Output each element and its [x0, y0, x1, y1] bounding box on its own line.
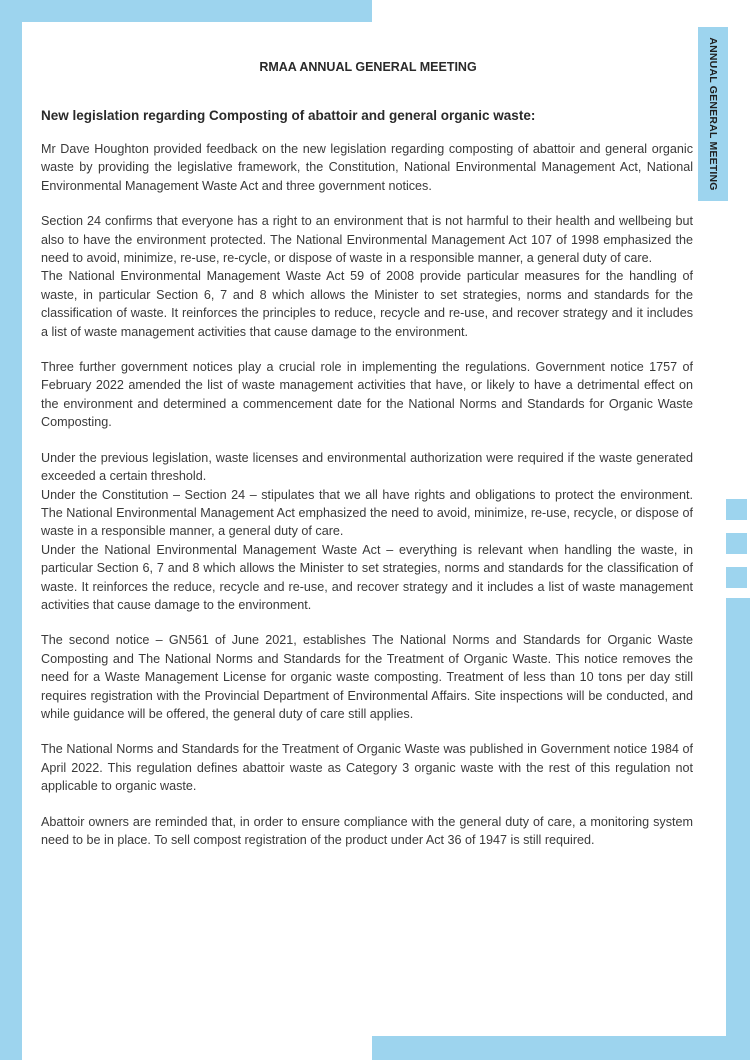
decorative-square — [726, 499, 747, 520]
paragraph: Mr Dave Houghton provided feedback on the new legislation regarding composting of abattoir and general organic waste by providing the legislative framework, the Constitution, National Environmental Management Act, National Environmental Management Waste Act and three government notices. — [41, 142, 693, 193]
paragraph: Under the previous legislation, waste licenses and environmental authorization were required if the waste generated exceeded a certain threshold. — [41, 450, 693, 484]
paragraph: The National Environmental Management Waste Act 59 of 2008 provide particular measures for the handling of waste, in particular Section 6, 7 and 8 which allows the Minister to set strategies, norms and standards for the classification of waste. It reinforces the principles to reduce, recycle and re-use, and recover strategy and it includes a list of waste management activities that cause damage to the environment. — [41, 269, 693, 339]
frame-bottom-bar — [372, 1036, 750, 1060]
side-tab-label: ANNUAL GENERAL MEETING — [707, 37, 719, 191]
paragraph: The National Norms and Standards for the Treatment of Organic Waste was published in Government notice 1984 of April 2022. This regulation defines abattoir waste as Category 3 organic waste with the rest of this regulation not applicable to organic waste. — [41, 742, 693, 794]
section-heading: New legislation regarding Composting of abattoir and general organic waste: — [41, 108, 536, 123]
paragraph: Three further government notices play a crucial role in implementing the regulations. Government notice 1757 of February 2022 amended the list of waste management activities that have, or likely to have a detrimental effect on the environment and determined a commencement date for the National Norms and Standards for Organic Waste Composting. — [41, 360, 693, 430]
paragraph: Under the Constitution – Section 24 – stipulates that we all have rights and obligations to protect the environment. The National Environmental Management Act emphasized the need to avoid, minimize, re-use, recycle, or dispose of waste in a responsible manner, a general duty of care. — [41, 487, 693, 539]
document-body — [41, 60, 693, 849]
frame-right-bar — [726, 598, 750, 1060]
decorative-dot — [2, 535, 20, 553]
frame-top-bar — [0, 0, 372, 22]
decorative-square — [726, 567, 747, 588]
paragraph: The second notice – GN561 of June 2021, establishes The National Norms and Standards for Organic Waste Composting and The National Norms and Standards for the Treatment of Organic Waste. This notice removes the need for a Waste Management License for organic waste composting. Treatment of less than 10 tons per day still requires registration with the Provincial Department of Environmental Affairs. Site inspections will be conducted, and while guidance will be offered, the general duty of care still applies. — [41, 633, 693, 721]
paragraph: Under the National Environmental Management Waste Act – everything is relevant when handling the waste, in particular Section 6, 7 and 8 which allows the Minister to set strategies, norms and standards for the classification of waste. It reinforces the reduce, recycle and re-use, and recover strategy and it includes a list of waste management activities that cause damage to the environment. — [41, 542, 693, 612]
decorative-dot — [2, 467, 20, 485]
decorative-dot — [2, 501, 20, 519]
paragraph: Section 24 confirms that everyone has a right to an environment that is not harmful to their health and wellbeing but also to have the environment protected. The National Environmental Management Act 107 of 1998 emphasized the need to avoid, minimize, re-use, re-cycle, or dispose of waste in a responsible manner, a general duty of care. — [41, 214, 693, 266]
decorative-square — [726, 533, 747, 554]
section-side-tab — [698, 27, 728, 201]
document-title: RMAA ANNUAL GENERAL MEETING — [259, 60, 477, 74]
frame-left-bar — [0, 0, 22, 1060]
paragraph: Abattoir owners are reminded that, in order to ensure compliance with the general duty of care, a monitoring system need to be in place. To sell compost registration of the product under Act 36 of 1947 is still required. — [41, 814, 693, 847]
